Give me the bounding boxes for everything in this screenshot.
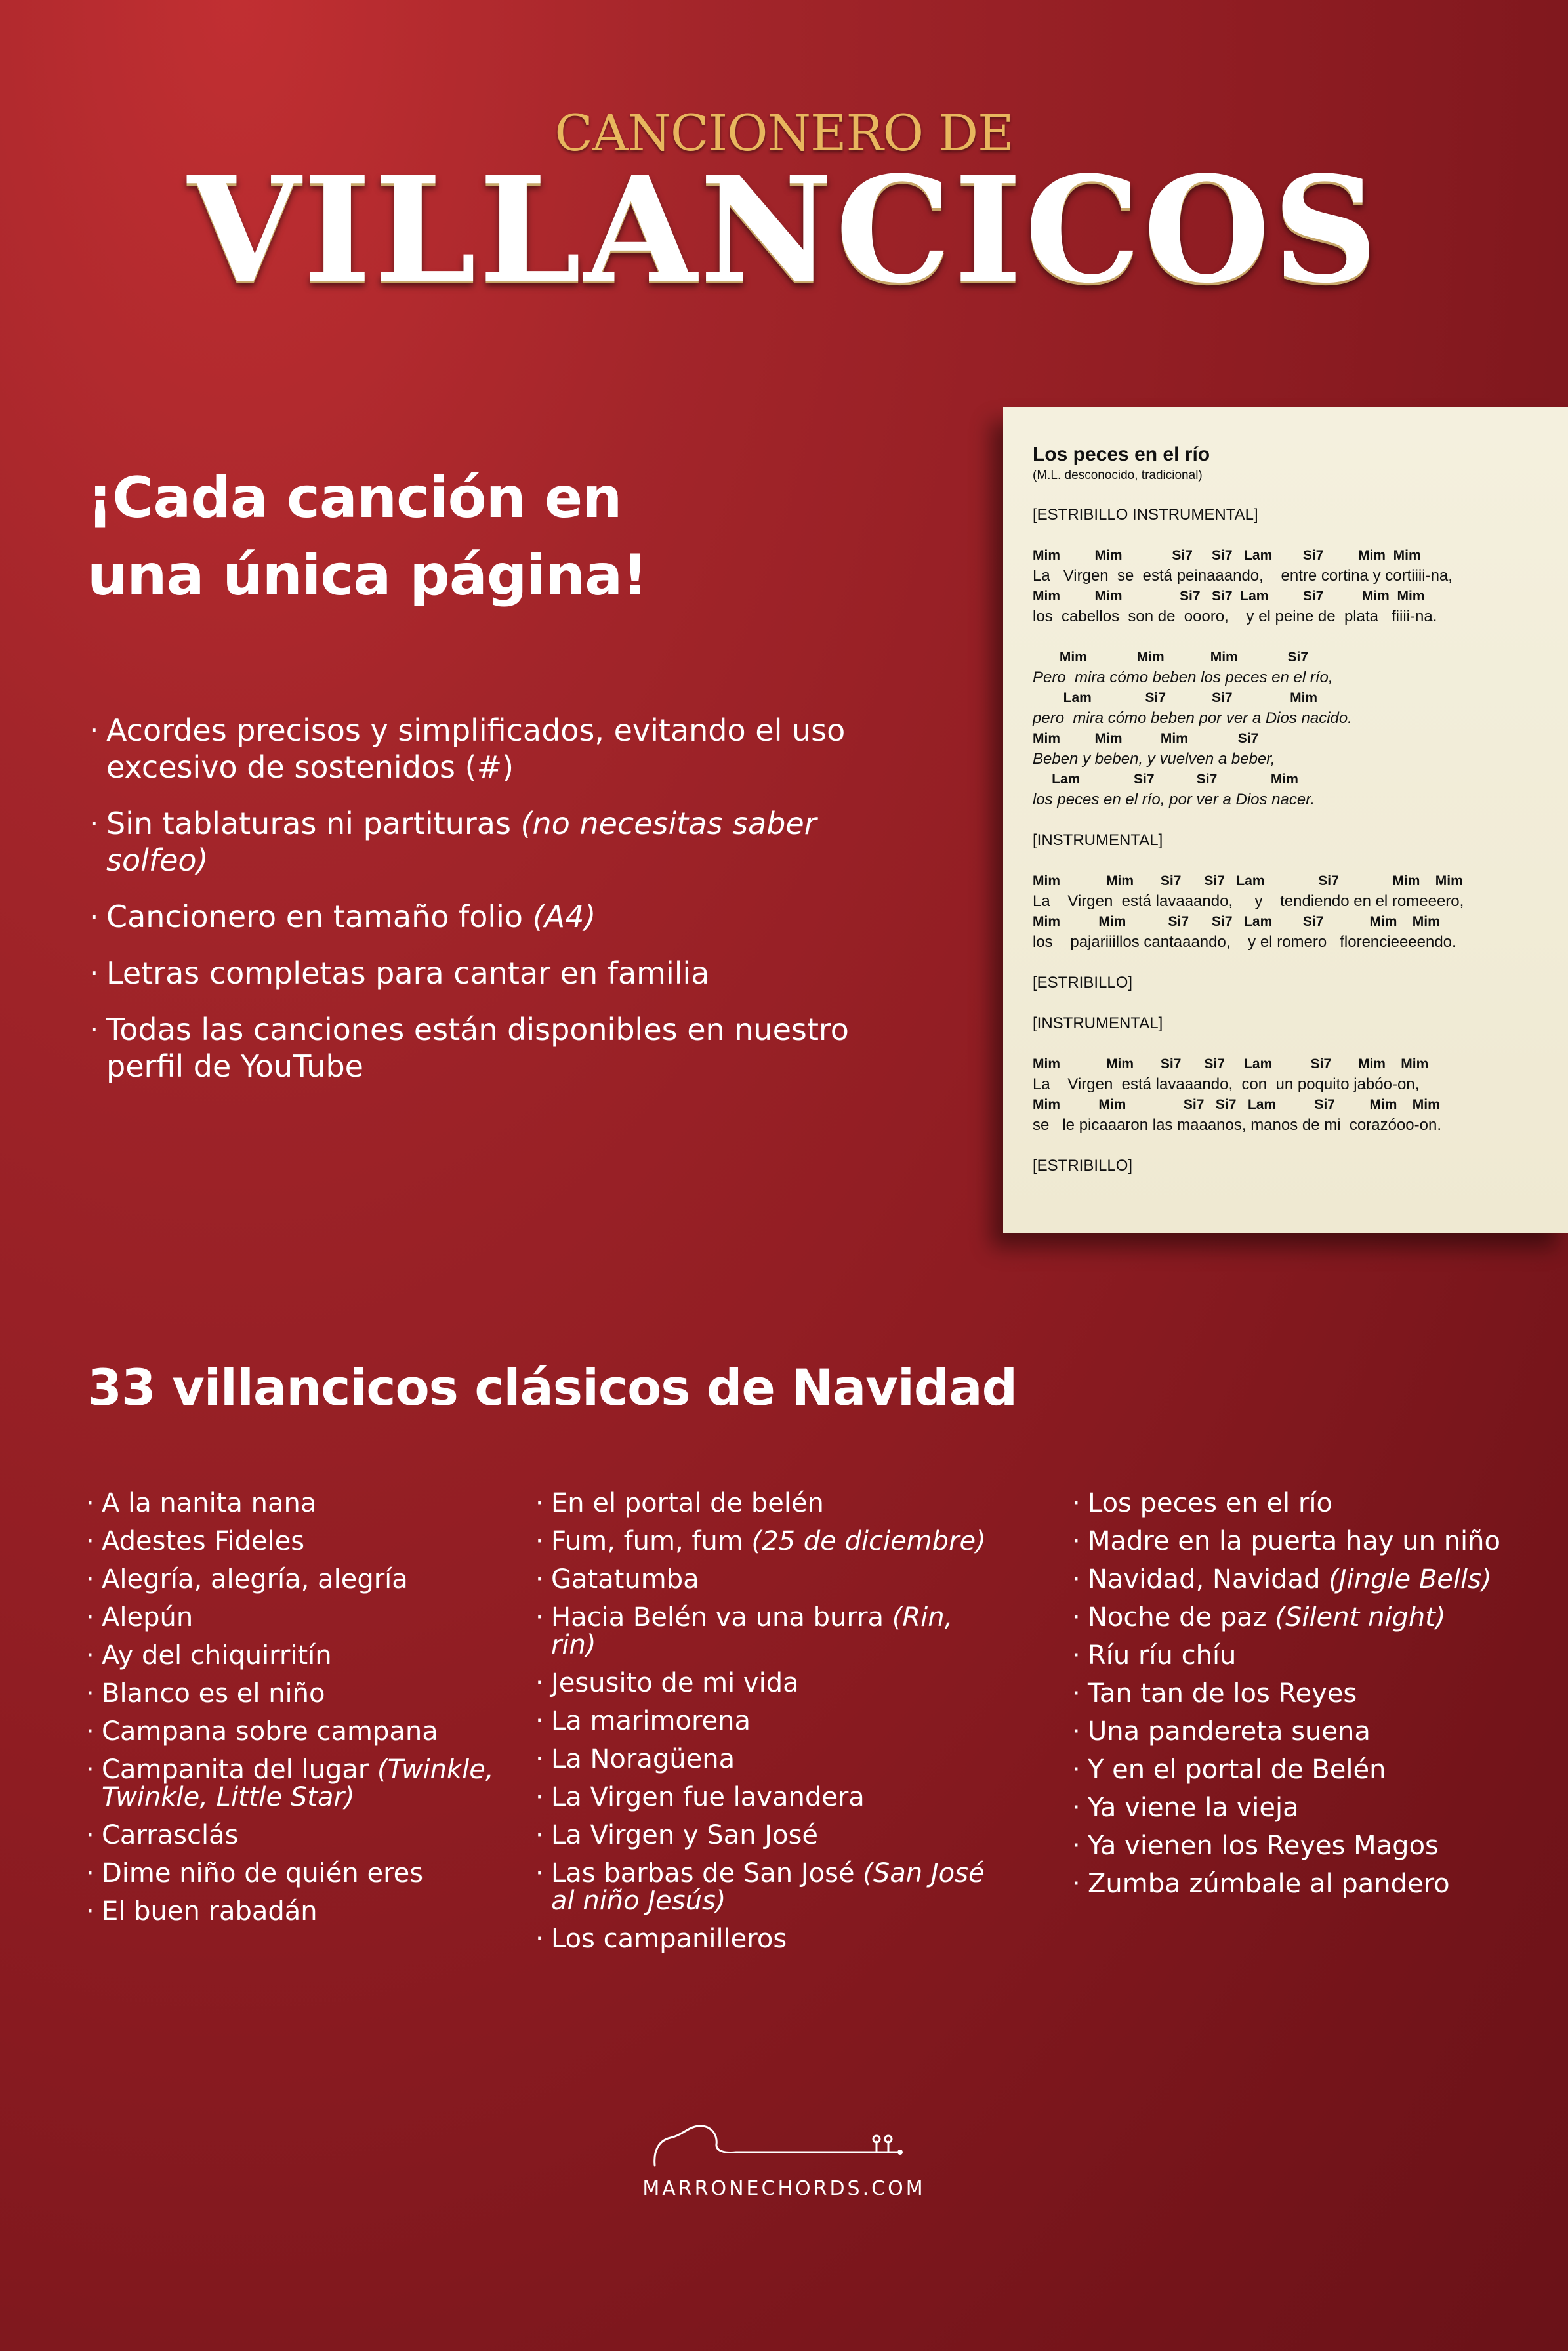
song-name: Tan tan de los Reyes [1088, 1678, 1357, 1709]
line-gap [1033, 993, 1558, 1013]
sheet-song-credit: (M.L. desconocido, tradicional) [1033, 468, 1203, 482]
lyric-line: se le picaaaron las maaanos, manos de mi corazóoo-on. [1033, 1116, 1442, 1134]
song-name: Madre en la puerta hay un niño [1088, 1526, 1500, 1556]
section-label: [ESTRIBILLO] [1033, 974, 1133, 991]
lyric-line: Beben y beben, y vuelven a beber, [1033, 750, 1275, 768]
chord-line: Mim Mim Si7 Si7 Lam Si7 Mim Mim [1033, 589, 1425, 604]
song-item [1073, 1870, 1533, 1898]
song-name: Navidad, Navidad [1088, 1564, 1329, 1594]
song-item [87, 1604, 547, 1631]
lyric-line: La Virgen está lavaaando, y tendiendo en el romeeero, [1033, 892, 1464, 910]
song-item [87, 1528, 547, 1555]
sheet-song-title: Los peces en el río [1033, 444, 1210, 465]
song-item [537, 1566, 996, 1593]
song-name: La Virgen fue lavandera [551, 1782, 865, 1812]
song-item [87, 1860, 547, 1887]
song-item [537, 1604, 996, 1659]
song-alt-title: (Jingle Bells) [1329, 1564, 1492, 1594]
song-sheet-preview [1003, 407, 1568, 1233]
headline-line-2: una única página! [87, 543, 648, 608]
song-name: Ay del chiquirritín [102, 1640, 332, 1671]
song-item [1073, 1489, 1533, 1517]
song-item [537, 1489, 996, 1517]
song-name: Gatatumba [551, 1564, 699, 1594]
song-item [1073, 1718, 1533, 1745]
chord-line: Lam Si7 Si7 Mim [1033, 772, 1298, 787]
chord-line: Lam Si7 Si7 Mim [1033, 690, 1318, 705]
chord-line: Mim Mim Si7 Si7 Lam Si7 Mim Mim [1033, 548, 1421, 563]
song-item [87, 1718, 547, 1745]
lyric-line: los pajariiillos cantaaando, y el romero florencieeeendo. [1033, 933, 1456, 951]
song-item [1073, 1528, 1533, 1555]
chord-line: Mim Mim Mim Si7 [1033, 731, 1259, 746]
section-label: [ESTRIBILLO INSTRUMENTAL] [1033, 506, 1258, 524]
song-name: Blanco es el niño [102, 1678, 325, 1709]
line-gap [1033, 810, 1558, 830]
song-name: Carrasclás [102, 1820, 239, 1850]
line-gap [1033, 952, 1558, 972]
feature-item: · Acordes precisos y simplificados, evitando el uso excesivo de sostenidos (#) [92, 712, 866, 785]
song-name: Ríu ríu chíu [1088, 1640, 1237, 1671]
song-alt-title: (25 de diciembre) [751, 1526, 986, 1556]
song-name: Campana sobre campana [102, 1716, 438, 1747]
song-alt-title: (Rin, rin) [551, 1602, 953, 1660]
song-alt-title: (Silent night) [1275, 1602, 1446, 1633]
song-name: A la nanita nana [102, 1488, 317, 1518]
lyric-line: los peces en el río, por ver a Dios nacer. [1033, 791, 1315, 808]
song-item [1073, 1794, 1533, 1821]
song-name: Alepún [102, 1602, 194, 1633]
song-item [537, 1745, 996, 1773]
lyric-line: La Virgen está lavaaando, con un poquito jabóo-on, [1033, 1075, 1420, 1093]
feature-item: · Todas las canciones están disponibles en nuestro perfil de YouTube [92, 1011, 866, 1085]
chord-line: Mim Mim Si7 Si7 Lam Si7 Mim Mim [1033, 1097, 1440, 1112]
song-item [87, 1898, 547, 1925]
song-name: En el portal de belén [551, 1488, 824, 1518]
song-item [1073, 1832, 1533, 1860]
song-item [537, 1925, 996, 1953]
chord-line: Mim Mim Mim Si7 [1033, 650, 1309, 665]
lyric-line: La Virgen se está peinaaando, entre cortina y cortiiii-na, [1033, 567, 1453, 585]
song-name: La Noragüena [551, 1744, 735, 1774]
song-name: Y en el portal de Belén [1088, 1755, 1386, 1785]
song-column-2 [537, 1489, 996, 1963]
song-name: Dime niño de quién eres [102, 1858, 424, 1888]
song-name: Jesusito de mi vida [551, 1668, 799, 1698]
song-item [87, 1680, 547, 1707]
line-gap [1033, 1033, 1558, 1054]
song-item [87, 1566, 547, 1593]
song-name: La marimorena [551, 1706, 751, 1736]
song-item [537, 1821, 996, 1849]
song-column-1 [87, 1489, 547, 1936]
song-item [87, 1642, 547, 1669]
song-name: Una pandereta suena [1088, 1716, 1371, 1747]
song-item [1073, 1680, 1533, 1707]
section-label: [INSTRUMENTAL] [1033, 831, 1163, 849]
song-item [537, 1669, 996, 1697]
line-gap [1033, 1135, 1558, 1155]
song-item [87, 1489, 547, 1517]
song-alt-title: (San José al niño Jesús) [551, 1858, 985, 1916]
lyric-line: los cabellos son de oooro, y el peine de plata fiiii-na. [1033, 608, 1437, 625]
song-name: La Virgen y San José [551, 1820, 818, 1850]
line-gap [1033, 525, 1558, 545]
book-title: VILLANCICOS [187, 145, 1381, 316]
song-name: Zumba zúmbale al pandero [1088, 1869, 1450, 1899]
song-name: Adestes Fideles [102, 1526, 305, 1556]
line-gap [1033, 627, 1558, 647]
song-name: Campanita del lugar [102, 1755, 378, 1785]
song-alt-title: (Twinkle, Twinkle, Little Star) [102, 1755, 494, 1812]
sheet-lyrics [1033, 505, 1558, 1176]
song-name: Las barbas de San José [551, 1858, 863, 1888]
song-name: Ya viene la vieja [1088, 1793, 1299, 1823]
feature-item: · Sin tablaturas ni partituras (no necesitas saber solfeo) [92, 805, 866, 879]
song-item [1073, 1756, 1533, 1783]
song-item [537, 1783, 996, 1811]
song-name: Los campanilleros [551, 1924, 787, 1954]
song-name: Los peces en el río [1088, 1488, 1332, 1518]
lyric-line: pero mira cómo beben por ver a Dios nacido. [1033, 709, 1352, 727]
song-item [537, 1860, 996, 1915]
song-name: Alegría, alegría, alegría [102, 1564, 408, 1594]
chord-line: Mim Mim Si7 Si7 Lam Si7 Mim Mim [1033, 1056, 1429, 1071]
headline-line-1: ¡Cada canción en [87, 465, 622, 531]
guitar-outline-icon [651, 2118, 917, 2171]
feature-item: · Letras completas para cantar en familia [92, 955, 866, 991]
song-item [1073, 1566, 1533, 1593]
song-item [1073, 1604, 1533, 1631]
song-name: Ya vienen los Reyes Magos [1088, 1831, 1439, 1861]
song-item [87, 1756, 547, 1811]
brand-name: MARRONECHORDS.COM [642, 2177, 926, 2200]
song-item [87, 1821, 547, 1849]
song-item [537, 1528, 996, 1555]
song-name: Fum, fum, fum [551, 1526, 752, 1556]
section-label: [INSTRUMENTAL] [1033, 1014, 1163, 1032]
book-subtitle: CANCIONERO DE [554, 104, 1014, 162]
headline [87, 459, 940, 614]
song-name: Hacia Belén va una burra [551, 1602, 892, 1633]
lyric-line: Pero mira cómo beben los peces en el río, [1033, 669, 1333, 686]
song-name: El buen rabadán [102, 1896, 318, 1926]
chord-line: Mim Mim Si7 Si7 Lam Si7 Mim Mim [1033, 914, 1440, 929]
song-list-title: 33 villancicos clásicos de Navidad [87, 1358, 1017, 1417]
chord-line: Mim Mim Si7 Si7 Lam Si7 Mim Mim [1033, 873, 1463, 888]
song-column-3 [1073, 1489, 1533, 1908]
feature-list [92, 712, 866, 1104]
section-label: [ESTRIBILLO] [1033, 1157, 1133, 1175]
song-item [1073, 1642, 1533, 1669]
line-gap [1033, 850, 1558, 871]
song-name: Noche de paz [1088, 1602, 1275, 1633]
song-item [537, 1707, 996, 1735]
feature-item: · Cancionero en tamaño folio (A4) [92, 898, 866, 935]
